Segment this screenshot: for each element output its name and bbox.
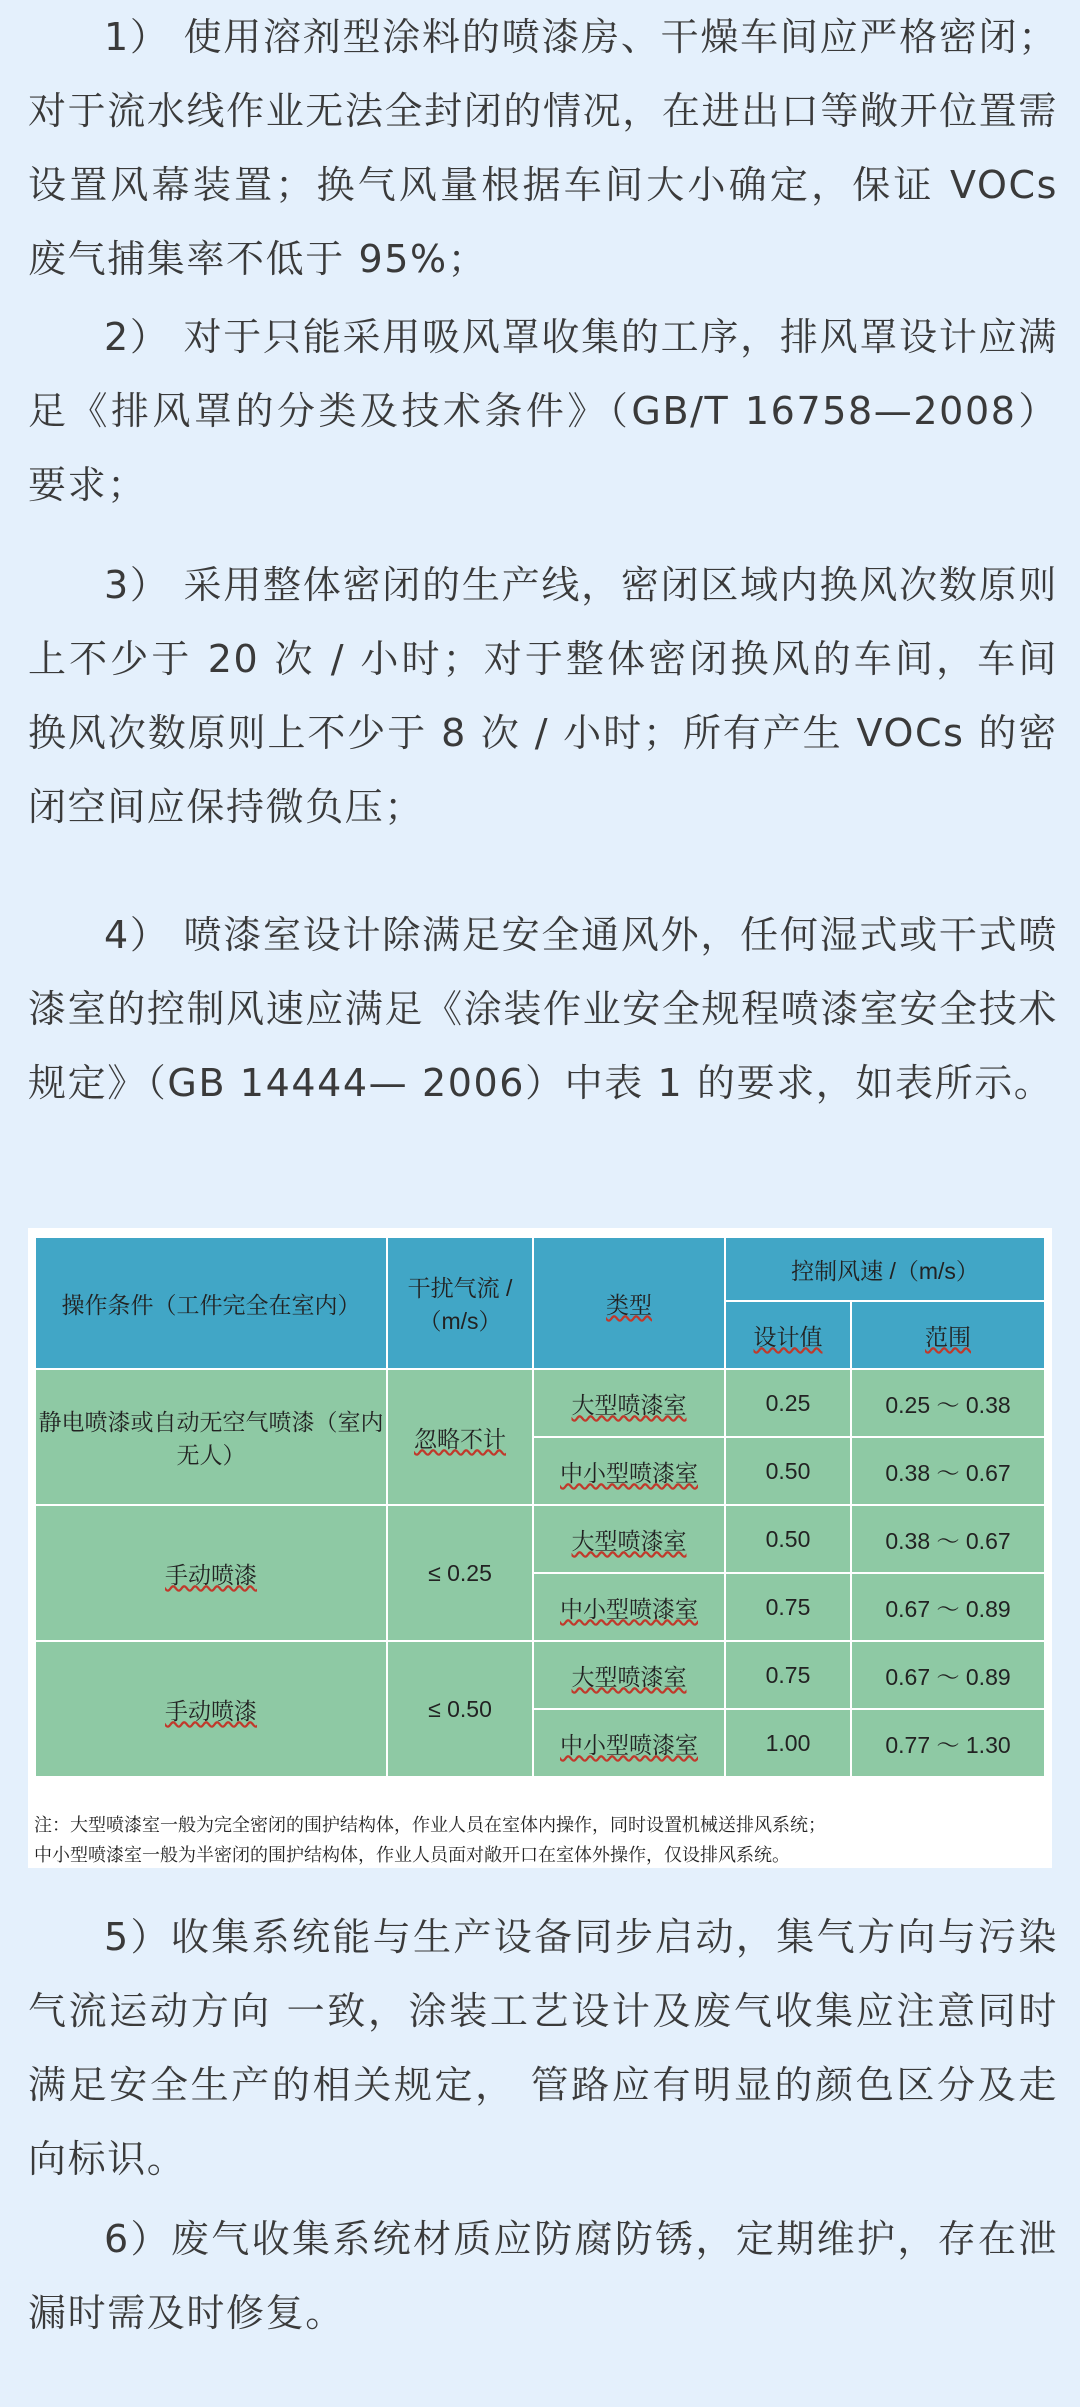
table-note-line-1: 注：大型喷漆室一般为完全密闭的围护结构体，作业人员在室体内操作，同时设置机械送排风系统； xyxy=(34,1815,826,1835)
range-cell: 0.38 ～ 0.67 xyxy=(851,1437,1045,1505)
paragraph-4: 4） 喷漆室设计除满足安全通风外，任何湿式或干式喷漆室的控制风速应满足《涂装作业安全规程喷漆室安全技术规定》（GB 14444— 2006）中表 1 的要求，如表所示。 xyxy=(28,913,1058,1105)
paragraph-6: 6）废气收集系统材质应防腐防锈，定期维护，存在泄漏时需及时修复。 xyxy=(28,2217,1058,2335)
cross-flow-cell: ≤ 0.25 xyxy=(387,1505,533,1641)
design-cell: 0.25 xyxy=(725,1369,851,1437)
paragraph-2: 2） 对于只能采用吸风罩收集的工序，排风罩设计应满足《排风罩的分类及技术条件》（GB/T 16758—2008）要求； xyxy=(28,315,1058,507)
range-cell: 0.25 ～ 0.38 xyxy=(851,1369,1045,1437)
spray-booth-table-image xyxy=(28,1228,1052,1868)
type-cell: 中小型喷漆室 xyxy=(533,1573,725,1641)
header-condition: 操作条件（工件完全在室内） xyxy=(35,1237,387,1369)
condition-cell: 手动喷漆 xyxy=(35,1505,387,1641)
design-cell: 0.75 xyxy=(725,1573,851,1641)
paragraph-5: 5）收集系统能与生产设备同步启动，集气方向与污染气流运动方向 一致，涂装工艺设计及废气收集应注意同时满足安全生产的相关规定， 管路应有明显的颜色区分及走向标识。 xyxy=(28,1915,1058,2181)
table-row xyxy=(35,1369,1045,1437)
range-cell: 0.67 ～ 0.89 xyxy=(851,1573,1045,1641)
range-cell: 0.67 ～ 0.89 xyxy=(851,1641,1045,1709)
header-control-speed: 控制风速 /（m/s） xyxy=(725,1237,1045,1301)
header-range: 范围 xyxy=(851,1301,1045,1369)
condition-cell: 静电喷漆或自动无空气喷漆（室内无人） xyxy=(35,1369,387,1505)
table-row xyxy=(35,1505,1045,1573)
table-note xyxy=(34,1810,1044,1870)
paragraph-3: 3） 采用整体密闭的生产线，密闭区域内换风次数原则上不少于 20 次 / 小时；对于整体密闭换风的车间，车间换风次数原则上不少于 8 次 / 小时；所有产生 VOCs 的密闭空间应保持微负压； xyxy=(28,563,1058,829)
design-cell: 0.50 xyxy=(725,1505,851,1573)
type-cell: 中小型喷漆室 xyxy=(533,1709,725,1777)
range-cell: 0.38 ～ 0.67 xyxy=(851,1505,1045,1573)
cross-flow-cell: ≤ 0.50 xyxy=(387,1641,533,1777)
range-cell: 0.77 ～ 1.30 xyxy=(851,1709,1045,1777)
design-cell: 0.50 xyxy=(725,1437,851,1505)
type-cell: 大型喷漆室 xyxy=(533,1505,725,1573)
table-note-line-2: 中小型喷漆室一般为半密闭的围护结构体，作业人员面对敞开口在室体外操作，仅设排风系统。 xyxy=(34,1845,790,1865)
table-row xyxy=(35,1641,1045,1709)
type-cell: 大型喷漆室 xyxy=(533,1369,725,1437)
paragraph-1: 1） 使用溶剂型涂料的喷漆房、干燥车间应严格密闭；对于流水线作业无法全封闭的情况，在进出口等敞开位置需设置风幕装置；换气风量根据车间大小确定，保证 VOCs 废气捕集率不低于 95%； xyxy=(28,15,1058,281)
control-speed-table xyxy=(34,1236,1046,1778)
type-cell: 大型喷漆室 xyxy=(533,1641,725,1709)
design-cell: 1.00 xyxy=(725,1709,851,1777)
header-design-value: 设计值 xyxy=(725,1301,851,1369)
header-cross-flow: 干扰气流 /（m/s） xyxy=(387,1237,533,1369)
header-type: 类型 xyxy=(533,1237,725,1369)
design-cell: 0.75 xyxy=(725,1641,851,1709)
type-cell: 中小型喷漆室 xyxy=(533,1437,725,1505)
cross-flow-cell: 忽略不计 xyxy=(387,1369,533,1505)
condition-cell: 手动喷漆 xyxy=(35,1641,387,1777)
